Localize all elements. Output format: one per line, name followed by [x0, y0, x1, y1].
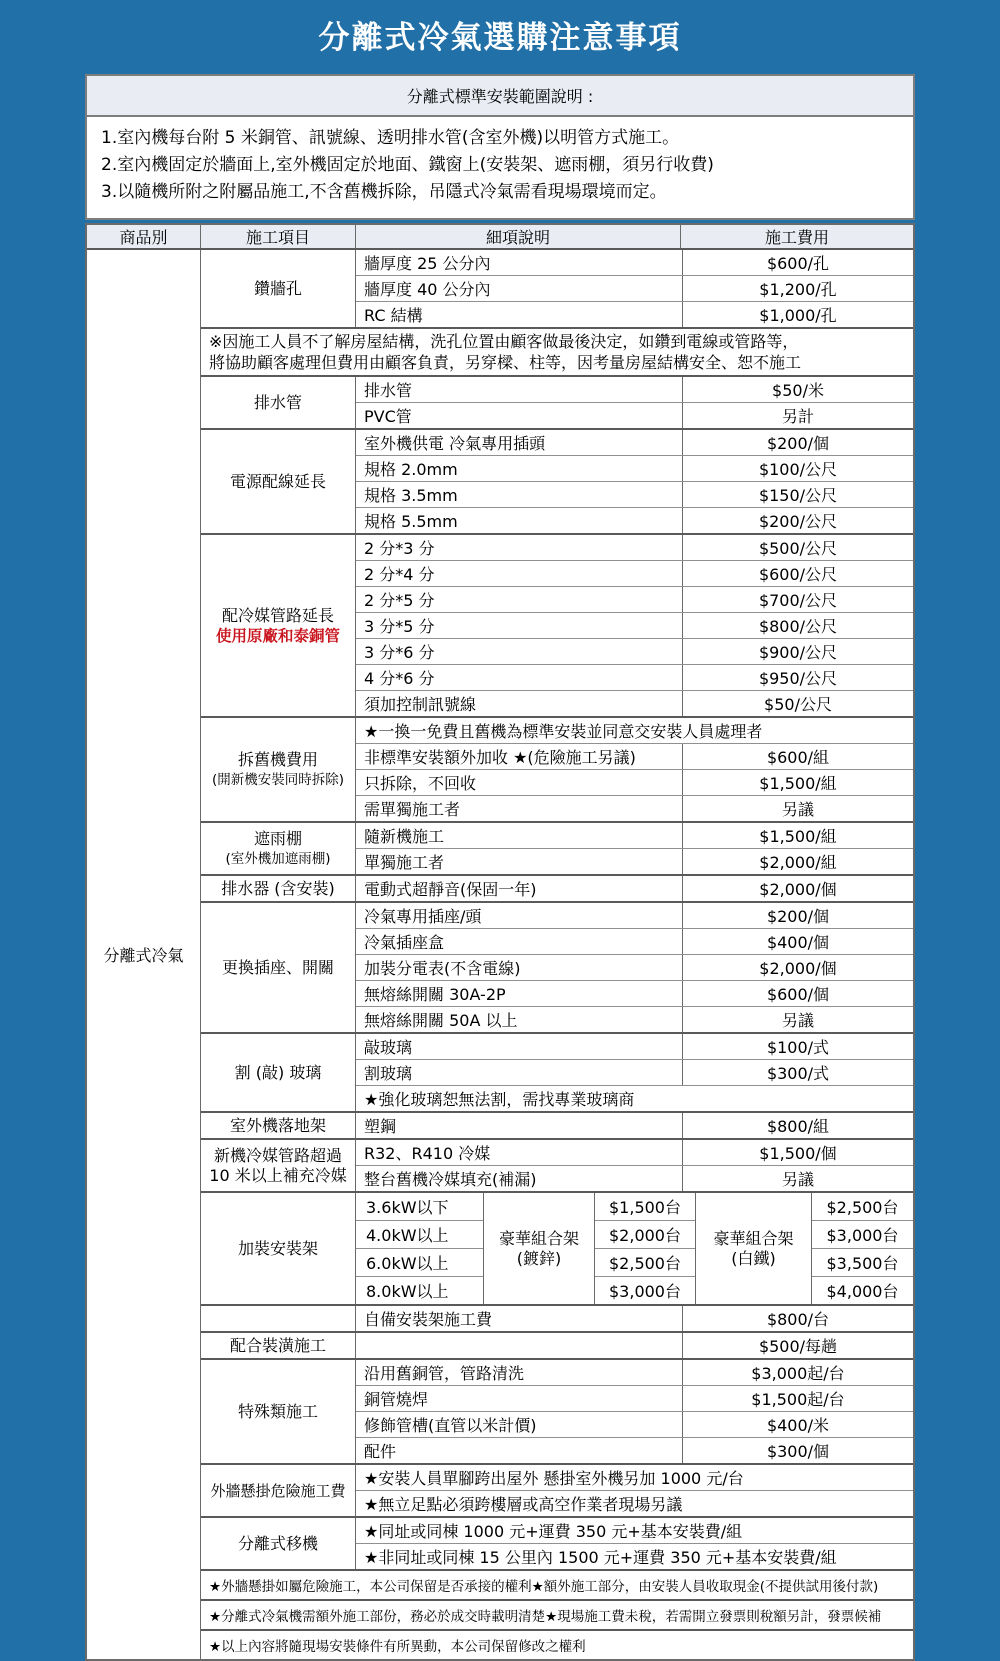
- table-section: [201, 250, 913, 329]
- table-row: [356, 796, 913, 821]
- span-note-cell: ★同址或同棟 1000 元+運費 350 元+基本安裝費/組: [364, 1522, 743, 1541]
- table-row: [356, 718, 913, 744]
- fee-cell: $2,000/組: [682, 849, 913, 874]
- detail-cell: 單獨施工者: [364, 853, 445, 872]
- detail-cell: 自備安裝架施工費: [364, 1310, 493, 1329]
- table-section-note: [201, 329, 913, 377]
- info-line: 1.室內機每台附 5 米銅管、訊號線、透明排水管(含室外機)以明管方式施工。: [101, 128, 680, 148]
- table-row: [356, 1360, 913, 1386]
- table-row: [356, 849, 913, 874]
- footnote-text: ★外牆懸掛如屬危險施工，本公司保留是否承接的權利★額外施工部分，由安裝人員收取現金(不提供試用後付款): [209, 1579, 879, 1595]
- table-row: [356, 1544, 913, 1569]
- fee-cell: $1,500/組: [682, 770, 913, 795]
- table-row: [356, 250, 913, 276]
- section-item-label: 配冷媒管路延長 使用原廠和泰銅管: [201, 535, 356, 716]
- span-note-cell: ★一換一免費且舊機為標準安裝並同意交安裝人員處理者: [364, 722, 763, 741]
- detail-cell: R32、R410 冷媒: [364, 1144, 491, 1163]
- table-row: [356, 1333, 913, 1358]
- detail-cell: 無熔絲開關 30A-2P: [364, 985, 506, 1004]
- table-row: [356, 1491, 913, 1516]
- section-item-label: 拆舊機費用 (開新機安裝同時拆除): [201, 718, 356, 821]
- detail-cell: 配件: [364, 1442, 397, 1461]
- section-item-label: 遮雨棚 (室外機加遮雨棚): [201, 823, 356, 874]
- fee-cell: $900/公尺: [682, 639, 913, 664]
- fee-cell: $100/公尺: [682, 456, 913, 481]
- rack-fee-cell: $4,000台: [826, 1282, 899, 1301]
- section-item-label: 排水管: [201, 377, 356, 428]
- fee-cell: $50/米: [682, 377, 913, 402]
- footnote-text: ★分離式冷氣機需額外施工部份，務必於成交時載明清楚★現場施工費未稅，若需開立發票則稅額另計，發票候補: [209, 1609, 882, 1625]
- table-row: [356, 744, 913, 770]
- rack-kw-cell: 8.0kW以上: [366, 1282, 449, 1301]
- table-header-cell: 施工項目: [201, 225, 356, 248]
- fee-cell: 另議: [682, 796, 913, 821]
- fee-cell: $200/個: [682, 430, 913, 455]
- product-category-cell: 分離式冷氣: [87, 250, 201, 1659]
- detail-cell: 隨新機施工: [364, 827, 445, 846]
- fee-cell: $1,000/孔: [682, 302, 913, 327]
- detail-cell: 加裝分電表(不含電線): [364, 959, 521, 978]
- detail-cell: [356, 1333, 682, 1358]
- rack-kw-cell: 3.6kW以下: [356, 1193, 483, 1221]
- detail-cell: 電動式超靜音(保固一年): [364, 880, 537, 899]
- table-footnote: [201, 1571, 913, 1601]
- rack-fee-cell: $3,500台: [812, 1249, 913, 1277]
- rack-fee-cell: $2,000台: [595, 1221, 695, 1249]
- detail-cell: 修飾管槽(直管以米計價): [364, 1416, 537, 1435]
- detail-cell: 排水管: [364, 381, 413, 400]
- rack-fee-cell: $2,500台: [595, 1249, 695, 1277]
- fee-cell: $3,000起/台: [682, 1360, 913, 1385]
- rack-fee-cell: $1,500台: [595, 1193, 695, 1221]
- table-row: [356, 770, 913, 796]
- table-header-cell: 細項說明: [356, 225, 681, 248]
- detail-cell: 非標準安裝額外加收 ★(危險施工另議): [364, 748, 636, 767]
- section-item-label: 排水器 (含安裝): [201, 876, 356, 901]
- fee-cell: 另計: [682, 403, 913, 428]
- rack-fee-cell: $2,500台: [812, 1193, 913, 1221]
- detail-cell: 銅管燒焊: [364, 1390, 429, 1409]
- section-item-label: 鑽牆孔: [201, 250, 356, 327]
- table-section: [201, 1306, 913, 1333]
- table-row: [356, 823, 913, 849]
- table-row: [356, 876, 913, 901]
- span-note-cell: ★安裝人員單腳跨出屋外 懸掛室外機另加 1000 元/台: [364, 1469, 744, 1488]
- fee-cell: $150/公尺: [682, 482, 913, 507]
- section-item-label: 更換插座、開關: [201, 903, 356, 1032]
- table-row: [356, 929, 913, 955]
- fee-cell: $1,200/孔: [682, 276, 913, 301]
- table-section: [201, 1360, 913, 1465]
- info-box-header: 分離式標準安裝範圍說明 :: [87, 76, 913, 117]
- table-header-cell: 商品別: [87, 225, 201, 248]
- fee-cell: $600/組: [682, 744, 913, 769]
- table-section: [201, 1465, 913, 1518]
- detail-cell: 3 分*6 分: [364, 643, 435, 662]
- table-sections: [201, 250, 913, 1659]
- fee-cell: $700/公尺: [682, 587, 913, 612]
- table-row: [356, 1086, 913, 1111]
- fee-cell: $600/公尺: [682, 561, 913, 586]
- note-row: ※因施工人員不了解房屋結構，洗孔位置由顧客做最後決定，如鑽到電線或管路等， 將協助顧客處理但費用由顧客負責，另穿樑、柱等，因考量房屋結構安全、恕不施工: [209, 332, 802, 372]
- detail-cell: 敲玻璃: [364, 1038, 413, 1057]
- table-section: [201, 903, 913, 1034]
- fee-cell: $1,500起/台: [682, 1386, 913, 1411]
- footnote-text: ★以上內容將隨現場安裝條件有所異動，本公司保留修改之權利: [209, 1639, 586, 1655]
- detail-cell: 需單獨施工者: [364, 800, 461, 819]
- table-row: [356, 691, 913, 716]
- table-section: [201, 430, 913, 535]
- rack-fee-cell: $3,000台: [609, 1282, 681, 1301]
- table-row: [356, 1518, 913, 1544]
- section-item-label: [201, 1306, 356, 1331]
- section-item-label: 特殊類施工: [201, 1360, 356, 1463]
- table-section: [201, 1113, 913, 1140]
- item-sub-label: (開新機安裝同時拆除): [211, 771, 345, 788]
- detail-cell: 牆厚度 40 公分內: [364, 280, 491, 299]
- section-item-label: 配合裝潢施工: [201, 1333, 356, 1358]
- fee-cell: $1,500/組: [682, 823, 913, 848]
- detail-cell: 割玻璃: [364, 1064, 413, 1083]
- detail-cell: 規格 3.5mm: [364, 486, 458, 505]
- fee-cell: $800/公尺: [682, 613, 913, 638]
- info-box-body: [87, 117, 913, 218]
- table-row: [356, 981, 913, 1007]
- rack-kw-cell: 4.0kW以上: [356, 1221, 483, 1249]
- item-sub-label: (室外機加遮雨棚): [225, 850, 331, 867]
- table-row: [356, 1166, 913, 1191]
- info-line: 3.以隨機所附之附屬品施工,不含舊機拆除，吊隱式冷氣需看現場環境而定。: [101, 182, 667, 202]
- rack-section: [201, 1193, 913, 1306]
- table-row: [356, 456, 913, 482]
- table-header-row: [87, 225, 913, 250]
- fee-cell: $600/個: [682, 981, 913, 1006]
- detail-cell: 無熔絲開關 50A 以上: [364, 1011, 518, 1030]
- detail-cell: 3 分*5 分: [364, 617, 435, 636]
- table-row: [356, 955, 913, 981]
- table-row: [356, 1412, 913, 1438]
- table-row: [356, 535, 913, 561]
- detail-cell: 2 分*5 分: [364, 591, 435, 610]
- detail-cell: RC 結構: [364, 306, 423, 325]
- table-row: [356, 508, 913, 533]
- table-section: [201, 1518, 913, 1571]
- table-row: [356, 403, 913, 428]
- fee-cell: 另議: [682, 1166, 913, 1191]
- rack-grid: [356, 1193, 913, 1304]
- table-row: [356, 1007, 913, 1032]
- span-note-cell: ★無立足點必須跨樓層或高空作業者現場另議: [364, 1495, 683, 1514]
- table-section: [201, 535, 913, 718]
- fee-cell: $200/個: [682, 903, 913, 928]
- table-section: [201, 377, 913, 430]
- fee-cell: $300/個: [682, 1438, 913, 1463]
- table-row: [356, 302, 913, 327]
- fee-cell: $2,000/個: [682, 955, 913, 980]
- fee-cell: $500/每趟: [682, 1333, 913, 1358]
- span-note-cell: ★強化玻璃恕無法割，需找專業玻璃商: [364, 1090, 635, 1109]
- fee-cell: $500/公尺: [682, 535, 913, 560]
- section-item-label: 加裝安裝架: [201, 1193, 356, 1304]
- table-row: [356, 1386, 913, 1412]
- detail-cell: 只拆除，不回收: [364, 774, 477, 793]
- rack-fee-cell: $3,000台: [812, 1221, 913, 1249]
- table-body: [87, 250, 913, 1659]
- red-note: 使用原廠和泰銅管: [215, 626, 340, 645]
- fee-cell: $400/個: [682, 929, 913, 954]
- detail-cell: 整台舊機冷媒填充(補漏): [364, 1170, 537, 1189]
- fee-cell: $600/孔: [682, 250, 913, 275]
- fee-cell: 另議: [682, 1007, 913, 1032]
- rack-white-label: 豪華組合架 (白鐵): [696, 1193, 812, 1304]
- fee-cell: $200/公尺: [682, 508, 913, 533]
- info-line: 2.室內機固定於牆面上,室外機固定於地面、鐵窗上(安裝架、遮雨棚，須另行收費): [101, 155, 714, 175]
- table-row: [356, 665, 913, 691]
- table-section: [201, 1034, 913, 1113]
- table-row: [356, 1113, 913, 1138]
- fee-cell: $950/公尺: [682, 665, 913, 690]
- detail-cell: 4 分*6 分: [364, 669, 435, 688]
- table-row: [356, 903, 913, 929]
- table-footnote: [201, 1631, 913, 1659]
- fee-cell: $800/組: [682, 1113, 913, 1138]
- table-row: [356, 561, 913, 587]
- detail-cell: 冷氣專用插座/頭: [364, 907, 482, 926]
- table-section: [201, 876, 913, 903]
- section-item-label: 新機冷媒管路超過 10 米以上補充冷媒: [201, 1140, 356, 1191]
- detail-cell: 塑鋼: [364, 1117, 397, 1136]
- fee-cell: $50/公尺: [682, 691, 913, 716]
- table-section: [201, 1333, 913, 1360]
- info-box: [85, 74, 915, 220]
- table-header-cell: 施工費用: [764, 228, 829, 247]
- detail-cell: PVC管: [364, 407, 412, 426]
- table-row: [356, 1438, 913, 1463]
- table-row: [356, 1140, 913, 1166]
- section-item-label: 割 (敲) 玻璃: [201, 1034, 356, 1111]
- table-row: [356, 1465, 913, 1491]
- detail-cell: 2 分*4 分: [364, 565, 435, 584]
- table-row: [356, 377, 913, 403]
- detail-cell: 室外機供電 冷氣專用插頭: [364, 434, 546, 453]
- table-row: [356, 613, 913, 639]
- fee-cell: $800/台: [682, 1306, 913, 1331]
- section-item-label: 分離式移機: [201, 1518, 356, 1569]
- table-row: [356, 482, 913, 508]
- table-section: [201, 1140, 913, 1193]
- table-footnote: [201, 1601, 913, 1631]
- fee-cell: $400/米: [682, 1412, 913, 1437]
- table-row: [356, 1306, 913, 1331]
- detail-cell: 沿用舊銅管，管路清洗: [364, 1364, 525, 1383]
- rack-kw-cell: 6.0kW以上: [356, 1249, 483, 1277]
- table-section: [201, 823, 913, 876]
- fee-cell: $100/式: [682, 1034, 913, 1059]
- detail-cell: 規格 2.0mm: [364, 460, 458, 479]
- table-row: [356, 1034, 913, 1060]
- span-note-cell: ★非同址或同棟 15 公里內 1500 元+運費 350 元+基本安裝費/組: [364, 1548, 837, 1567]
- detail-cell: 2 分*3 分: [364, 539, 435, 558]
- rack-zinc-label: 豪華組合架 (鍍鋅): [484, 1193, 595, 1304]
- section-item-label: 電源配線延長: [201, 430, 356, 533]
- section-item-label: 外牆懸掛危險施工費: [201, 1465, 356, 1516]
- table-row: [356, 276, 913, 302]
- detail-cell: 牆厚度 25 公分內: [364, 254, 491, 273]
- page-title: 分離式冷氣選購注意事項: [318, 20, 682, 56]
- table-row: [356, 430, 913, 456]
- table-row: [356, 587, 913, 613]
- detail-cell: 冷氣插座盒: [364, 933, 445, 952]
- detail-cell: 規格 5.5mm: [364, 512, 458, 531]
- table-row: [356, 1060, 913, 1086]
- fee-cell: $2,000/個: [682, 876, 913, 901]
- detail-cell: 須加控制訊號線: [364, 695, 477, 714]
- table-section: [201, 718, 913, 823]
- fee-cell: $1,500/個: [682, 1140, 913, 1165]
- table-row: [356, 639, 913, 665]
- fee-cell: $300/式: [682, 1060, 913, 1085]
- section-item-label: 室外機落地架: [201, 1113, 356, 1138]
- fee-table: [85, 223, 915, 1661]
